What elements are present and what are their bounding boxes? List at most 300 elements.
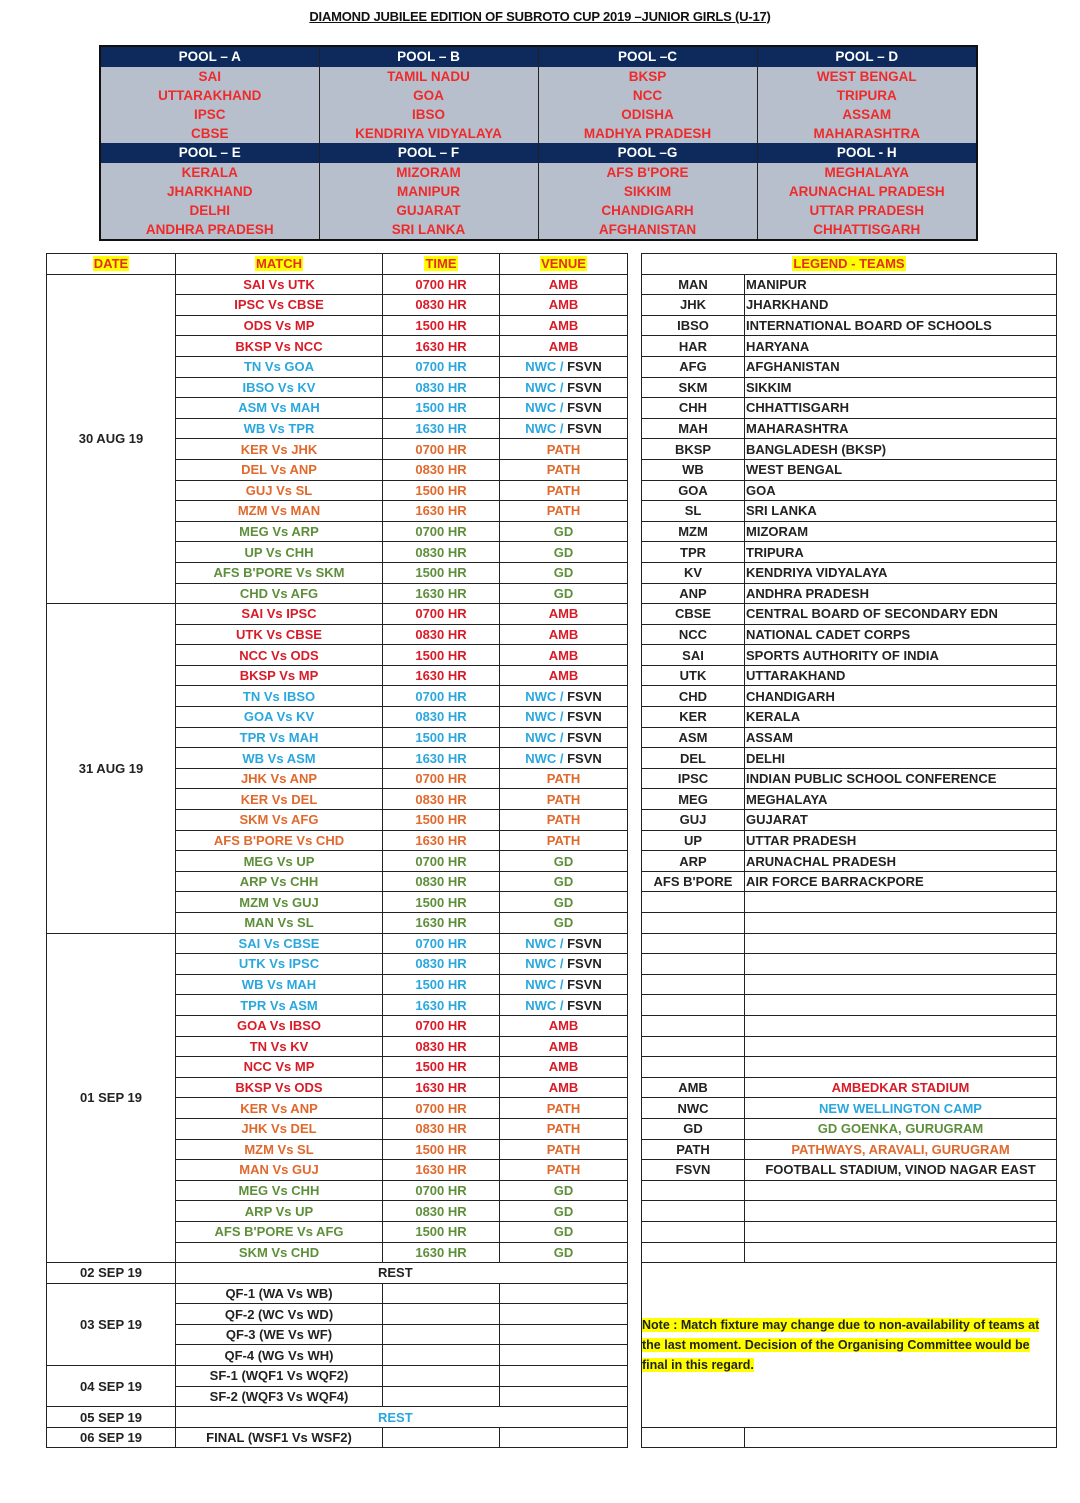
- legend-blank: [642, 892, 745, 913]
- legend-team-code: TPR: [642, 542, 745, 563]
- pool-team: NCC: [632, 88, 663, 103]
- schedule-row: [47, 933, 1057, 954]
- venue-code-alt: FSVN: [567, 935, 602, 951]
- schedule-row: [47, 604, 1057, 625]
- legend-team-code: MAN: [642, 274, 745, 295]
- venue-cell: [500, 954, 628, 975]
- pool-teams: [538, 67, 757, 144]
- legend-team-code: ARP: [642, 851, 745, 872]
- legend-team-code: GOA: [642, 480, 745, 501]
- pool-teams: [100, 67, 319, 144]
- venue-cell: [500, 995, 628, 1016]
- time-cell: 1630 HR: [383, 583, 500, 604]
- schedule-table: [46, 253, 1057, 1448]
- venue-cell: [500, 1242, 628, 1263]
- pool-team: JHARKHAND: [166, 184, 253, 199]
- match-cell: SKM Vs CHD: [176, 1242, 383, 1263]
- venue-code: NWC: [525, 956, 557, 972]
- pool-header-row: [100, 143, 977, 163]
- legend-team-name: UTTAR PRADESH: [745, 830, 1057, 851]
- time-cell: 0700 HR: [383, 933, 500, 954]
- match-cell: UTK Vs IPSC: [176, 954, 383, 975]
- document-title: DIAMOND JUBILEE EDITION OF SUBROTO CUP 2019 –JUNIOR GIRLS (U-17): [309, 9, 771, 24]
- schedule-row: [47, 521, 1057, 542]
- pool-header-row: [100, 46, 977, 67]
- time-cell: 1630 HR: [383, 995, 500, 1016]
- venue-code: GD: [553, 524, 574, 540]
- legend-team-name: WEST BENGAL: [745, 459, 1057, 480]
- column-gap: [628, 274, 642, 1448]
- time-cell: 0700 HR: [383, 768, 500, 789]
- legend-blank: [642, 1180, 745, 1201]
- legend-team-code: JHK: [642, 295, 745, 316]
- venue-cell: [500, 315, 628, 336]
- venue-cell: [500, 830, 628, 851]
- legend-team-name: BANGLADESH (BKSP): [745, 439, 1057, 460]
- pool-teams: [757, 67, 977, 144]
- venue-code: PATH: [546, 1162, 581, 1178]
- time-cell-empty: [383, 1345, 500, 1366]
- venue-cell: [500, 892, 628, 913]
- schedule-row: [47, 274, 1057, 295]
- venue-code-alt: FSVN: [567, 379, 602, 395]
- legend-team-code: MEG: [642, 789, 745, 810]
- fixture-note: Note : Match fixture may change due to non-availability of teams at the last moment. Decision of the Organising Committee would be final in this regard.: [642, 1317, 1040, 1372]
- venue-code: NWC: [525, 709, 557, 725]
- pool-team: ANDHRA PRADESH: [145, 222, 274, 237]
- time-cell: 0700 HR: [383, 1180, 500, 1201]
- pool-teams: [319, 163, 538, 241]
- legend-blank: [745, 933, 1057, 954]
- header-legend: LEGEND - TEAMS: [642, 254, 1057, 275]
- schedule-row: [47, 562, 1057, 583]
- match-cell: TPR Vs ASM: [176, 995, 383, 1016]
- time-cell: 0830 HR: [383, 542, 500, 563]
- header-time: TIME: [383, 254, 500, 275]
- match-cell: AFS B'PORE Vs CHD: [176, 830, 383, 851]
- legend-team-code: MZM: [642, 521, 745, 542]
- pool-team: TAMIL NADU: [387, 69, 470, 84]
- knockout-match-cell: SF-1 (WQF1 Vs WQF2): [176, 1366, 383, 1387]
- legend-team-code: ASM: [642, 727, 745, 748]
- venue-code: PATH: [546, 771, 581, 787]
- legend-team-code: SL: [642, 501, 745, 522]
- legend-team-code: DEL: [642, 748, 745, 769]
- schedule-row: [47, 707, 1057, 728]
- legend-blank: [642, 1427, 745, 1448]
- legend-blank: [642, 1036, 745, 1057]
- time-cell: 1500 HR: [383, 727, 500, 748]
- venue-code: AMB: [548, 668, 579, 684]
- time-cell: 0830 HR: [383, 377, 500, 398]
- venue-separator: /: [556, 709, 568, 725]
- schedule-row: [47, 1201, 1057, 1222]
- venue-code: NWC: [525, 997, 557, 1013]
- venue-cell: [500, 295, 628, 316]
- legend-team-name: CENTRAL BOARD OF SECONDARY EDN: [745, 604, 1057, 625]
- pool-team: CHHATTISGARH: [813, 222, 921, 237]
- date-cell: 01 SEP 19: [47, 933, 176, 1263]
- schedule-row: [47, 974, 1057, 995]
- time-cell: 1500 HR: [383, 1057, 500, 1078]
- schedule-row: [47, 995, 1057, 1016]
- venue-cell: [500, 439, 628, 460]
- schedule-row: [47, 665, 1057, 686]
- venue-code: NWC: [525, 935, 557, 951]
- venue-cell: [500, 974, 628, 995]
- venue-code: AMB: [548, 626, 579, 642]
- pool-team: GOA: [413, 88, 444, 103]
- legend-team-name: ANDHRA PRADESH: [745, 583, 1057, 604]
- legend-team-name: INDIAN PUBLIC SCHOOL CONFERENCE: [745, 768, 1057, 789]
- venue-code-alt: FSVN: [567, 750, 602, 766]
- match-cell: SAI Vs CBSE: [176, 933, 383, 954]
- time-cell: 0700 HR: [383, 439, 500, 460]
- schedule-row: [47, 583, 1057, 604]
- pool-team: MEGHALAYA: [824, 165, 910, 180]
- schedule-row: [47, 1221, 1057, 1242]
- time-cell: 0700 HR: [383, 604, 500, 625]
- time-cell: 0830 HR: [383, 707, 500, 728]
- legend-venue-name: GD GOENKA, GURUGRAM: [745, 1118, 1057, 1139]
- pool-name: POOL –C: [538, 46, 757, 67]
- legend-team-name: MIZORAM: [745, 521, 1057, 542]
- pool-name: POOL – B: [319, 46, 538, 67]
- venue-code: NWC: [525, 379, 557, 395]
- match-cell: SAI Vs IPSC: [176, 604, 383, 625]
- venue-code: GD: [553, 915, 574, 931]
- venue-code-alt: FSVN: [567, 977, 602, 993]
- schedule-row: [47, 398, 1057, 419]
- venue-cell: [500, 1057, 628, 1078]
- match-cell: WB Vs ASM: [176, 748, 383, 769]
- venue-code: AMB: [548, 276, 579, 292]
- legend-team-code: SAI: [642, 645, 745, 666]
- match-cell: MZM Vs MAN: [176, 501, 383, 522]
- legend-team-code: ANP: [642, 583, 745, 604]
- schedule-row: [47, 768, 1057, 789]
- pool-team: WEST BENGAL: [816, 69, 917, 84]
- venue-separator: /: [556, 956, 568, 972]
- match-cell: TN Vs KV: [176, 1036, 383, 1057]
- venue-cell: [500, 871, 628, 892]
- match-cell: SAI Vs UTK: [176, 274, 383, 295]
- knockout-match-cell: QF-3 (WE Vs WF): [176, 1324, 383, 1345]
- pool-team: SIKKIM: [623, 184, 672, 199]
- pool-team: AFS B'PORE: [606, 165, 689, 180]
- schedule-row: [47, 542, 1057, 563]
- schedule-row: [47, 1160, 1057, 1181]
- legend-team-name: GUJARAT: [745, 810, 1057, 831]
- schedule-row: [47, 727, 1057, 748]
- schedule-row: [47, 892, 1057, 913]
- legend-blank: [745, 1427, 1057, 1448]
- venue-separator: /: [556, 688, 568, 704]
- venue-code-alt: FSVN: [567, 956, 602, 972]
- time-cell: 1500 HR: [383, 645, 500, 666]
- schedule-row: [47, 851, 1057, 872]
- legend-team-code: UTK: [642, 665, 745, 686]
- venue-cell: [500, 377, 628, 398]
- schedule-row: [47, 913, 1057, 934]
- venue-cell: [500, 336, 628, 357]
- pool-teams: [100, 163, 319, 241]
- pool-team: TRIPURA: [836, 88, 897, 103]
- time-cell-empty: [383, 1283, 500, 1304]
- match-cell: KER Vs JHK: [176, 439, 383, 460]
- legend-venue-name: NEW WELLINGTON CAMP: [745, 1098, 1057, 1119]
- venue-cell: [500, 459, 628, 480]
- schedule-row: [47, 686, 1057, 707]
- venue-code: GD: [553, 874, 574, 890]
- time-cell: 1630 HR: [383, 1242, 500, 1263]
- venue-cell: [500, 768, 628, 789]
- venue-separator: /: [556, 400, 568, 416]
- venue-cell: [500, 501, 628, 522]
- venue-cell: [500, 665, 628, 686]
- schedule-row: [47, 1077, 1057, 1098]
- legend-blank: [745, 1242, 1057, 1263]
- venue-cell-empty: [500, 1283, 628, 1304]
- schedule-row: [47, 501, 1057, 522]
- column-gap: [628, 254, 642, 275]
- pool-teams: [757, 163, 977, 241]
- header-venue: VENUE: [500, 254, 628, 275]
- legend-team-code: BKSP: [642, 439, 745, 460]
- legend-blank: [642, 933, 745, 954]
- time-cell: 0830 HR: [383, 459, 500, 480]
- venue-code: AMB: [548, 1018, 579, 1034]
- date-cell: 06 SEP 19: [47, 1427, 176, 1448]
- venue-cell: [500, 542, 628, 563]
- legend-team-code: SKM: [642, 377, 745, 398]
- pool-team: ODISHA: [621, 107, 674, 122]
- venue-separator: /: [556, 421, 568, 437]
- match-cell: NCC Vs MP: [176, 1057, 383, 1078]
- match-cell: ODS Vs MP: [176, 315, 383, 336]
- schedule-row: [47, 480, 1057, 501]
- pool-name: POOL - H: [757, 143, 977, 163]
- legend-blank: [642, 1242, 745, 1263]
- venue-code: NWC: [525, 421, 557, 437]
- time-cell-empty: [383, 1324, 500, 1345]
- time-cell: 0830 HR: [383, 871, 500, 892]
- legend-team-code: CHH: [642, 398, 745, 419]
- venue-code: GD: [553, 585, 574, 601]
- match-cell: MEG Vs CHH: [176, 1180, 383, 1201]
- schedule-row: [47, 1036, 1057, 1057]
- header-match: MATCH: [176, 254, 383, 275]
- match-cell: BKSP Vs MP: [176, 665, 383, 686]
- legend-blank: [745, 974, 1057, 995]
- legend-team-name: INTERNATIONAL BOARD OF SCHOOLS: [745, 315, 1057, 336]
- time-cell: 1630 HR: [383, 1160, 500, 1181]
- time-cell: 1630 HR: [383, 665, 500, 686]
- venue-cell: [500, 913, 628, 934]
- venue-code: PATH: [546, 462, 581, 478]
- time-cell: 1500 HR: [383, 562, 500, 583]
- match-cell: AFS B'PORE Vs AFG: [176, 1221, 383, 1242]
- venue-code: GD: [553, 853, 574, 869]
- date-cell: 03 SEP 19: [47, 1283, 176, 1365]
- time-cell-empty: [383, 1366, 500, 1387]
- match-cell: KER Vs ANP: [176, 1098, 383, 1119]
- venue-code: AMB: [548, 1038, 579, 1054]
- match-cell: SKM Vs AFG: [176, 810, 383, 831]
- legend-team-name: CHHATTISGARH: [745, 398, 1057, 419]
- time-cell: 1630 HR: [383, 830, 500, 851]
- time-cell: 0700 HR: [383, 356, 500, 377]
- venue-separator: /: [556, 997, 568, 1013]
- legend-team-name: DELHI: [745, 748, 1057, 769]
- venue-cell-empty: [500, 1386, 628, 1407]
- legend-team-name: AIR FORCE BARRACKPORE: [745, 871, 1057, 892]
- legend-blank: [745, 1015, 1057, 1036]
- legend-blank: [642, 1057, 745, 1078]
- legend-team-code: UP: [642, 830, 745, 851]
- venue-code-alt: FSVN: [567, 400, 602, 416]
- venue-code: AMB: [548, 318, 579, 334]
- pool-team: CHANDIGARH: [601, 203, 694, 218]
- venue-cell: [500, 748, 628, 769]
- venue-code-alt: FSVN: [567, 421, 602, 437]
- time-cell: 1630 HR: [383, 748, 500, 769]
- pool-team: MAHARASHTRA: [813, 126, 920, 141]
- legend-venue-name: AMBEDKAR STADIUM: [745, 1077, 1057, 1098]
- venue-code: AMB: [548, 1059, 579, 1075]
- legend-team-code: AFS B'PORE: [642, 871, 745, 892]
- legend-team-name: HARYANA: [745, 336, 1057, 357]
- venue-code: AMB: [548, 647, 579, 663]
- schedule-row: [47, 1098, 1057, 1119]
- venue-code: NWC: [525, 400, 557, 416]
- time-cell: 1630 HR: [383, 913, 500, 934]
- venue-code: AMB: [548, 297, 579, 313]
- venue-code: NWC: [525, 729, 557, 745]
- venue-cell: [500, 418, 628, 439]
- pool-team: IPSC: [193, 107, 226, 122]
- time-cell: 1500 HR: [383, 480, 500, 501]
- venue-cell: [500, 562, 628, 583]
- match-cell: MZM Vs GUJ: [176, 892, 383, 913]
- venue-code: AMB: [548, 338, 579, 354]
- schedule-row: [47, 1139, 1057, 1160]
- venue-cell: [500, 707, 628, 728]
- legend-team-code: IPSC: [642, 768, 745, 789]
- legend-blank: [745, 913, 1057, 934]
- venue-separator: /: [556, 977, 568, 993]
- time-cell: 1630 HR: [383, 336, 500, 357]
- legend-team-code: MAH: [642, 418, 745, 439]
- pools-table: [99, 45, 978, 241]
- legend-team-code: KV: [642, 562, 745, 583]
- venue-cell: [500, 1221, 628, 1242]
- legend-team-code: NCC: [642, 624, 745, 645]
- time-cell: 1500 HR: [383, 1139, 500, 1160]
- time-cell: 0830 HR: [383, 789, 500, 810]
- match-cell: AFS B'PORE Vs SKM: [176, 562, 383, 583]
- pool-team: ARUNACHAL PRADESH: [788, 184, 945, 199]
- venue-separator: /: [556, 935, 568, 951]
- legend-team-name: AFGHANISTAN: [745, 356, 1057, 377]
- venue-code: NWC: [525, 750, 557, 766]
- venue-cell: [500, 1118, 628, 1139]
- venue-cell: [500, 1201, 628, 1222]
- date-cell: 31 AUG 19: [47, 604, 176, 934]
- venue-cell: [500, 645, 628, 666]
- venue-code-alt: FSVN: [567, 729, 602, 745]
- schedule-row: [47, 645, 1057, 666]
- pool-teams: [538, 163, 757, 241]
- venue-code: AMB: [548, 606, 579, 622]
- legend-team-name: MEGHALAYA: [745, 789, 1057, 810]
- venue-cell: [500, 933, 628, 954]
- schedule-row: [47, 1180, 1057, 1201]
- pool-team: AFGHANISTAN: [598, 222, 697, 237]
- legend-team-code: IBSO: [642, 315, 745, 336]
- legend-team-code: GUJ: [642, 810, 745, 831]
- rest-cell: REST: [176, 1407, 628, 1428]
- pool-team: KERALA: [181, 165, 238, 180]
- legend-blank: [745, 1057, 1057, 1078]
- time-cell: 0700 HR: [383, 851, 500, 872]
- match-cell: JHK Vs ANP: [176, 768, 383, 789]
- legend-blank: [642, 954, 745, 975]
- legend-blank: [745, 1221, 1057, 1242]
- rest-cell: REST: [176, 1263, 628, 1284]
- legend-team-name: SPORTS AUTHORITY OF INDIA: [745, 645, 1057, 666]
- schedule-row: [47, 830, 1057, 851]
- match-cell: IBSO Vs KV: [176, 377, 383, 398]
- pool-team: KENDRIYA VIDYALAYA: [355, 126, 502, 141]
- legend-venue-name: PATHWAYS, ARAVALI, GURUGRAM: [745, 1139, 1057, 1160]
- legend-team-code: HAR: [642, 336, 745, 357]
- date-cell: 04 SEP 19: [47, 1366, 176, 1407]
- time-cell: 1500 HR: [383, 974, 500, 995]
- legend-team-code: WB: [642, 459, 745, 480]
- legend-blank: [642, 1221, 745, 1242]
- schedule-row: [47, 336, 1057, 357]
- time-cell: 0830 HR: [383, 1118, 500, 1139]
- legend-venue-name: FOOTBALL STADIUM, VINOD NAGAR EAST: [745, 1160, 1057, 1181]
- venue-code: PATH: [546, 1100, 581, 1116]
- venue-separator: /: [556, 750, 568, 766]
- venue-cell: [500, 686, 628, 707]
- legend-team-name: ARUNACHAL PRADESH: [745, 851, 1057, 872]
- legend-team-code: AFG: [642, 356, 745, 377]
- legend-blank: [642, 995, 745, 1016]
- legend-venue-code: GD: [642, 1118, 745, 1139]
- schedule-row: [47, 459, 1057, 480]
- knockout-match-cell: SF-2 (WQF3 Vs WQF4): [176, 1386, 383, 1407]
- legend-team-name: ASSAM: [745, 727, 1057, 748]
- legend-team-name: TRIPURA: [745, 542, 1057, 563]
- venue-cell: [500, 604, 628, 625]
- pool-team: DELHI: [189, 203, 230, 218]
- venue-code: GD: [553, 544, 574, 560]
- pool-name: POOL – E: [100, 143, 319, 163]
- pool-team: SRI LANKA: [391, 222, 466, 237]
- legend-blank: [642, 913, 745, 934]
- match-cell: NCC Vs ODS: [176, 645, 383, 666]
- schedule-row: [47, 1427, 1057, 1448]
- venue-code-alt: FSVN: [567, 997, 602, 1013]
- legend-blank: [745, 1201, 1057, 1222]
- venue-cell: [500, 274, 628, 295]
- venue-code: NWC: [525, 977, 557, 993]
- knockout-match-cell: QF-1 (WA Vs WB): [176, 1283, 383, 1304]
- venue-code: GD: [553, 1244, 574, 1260]
